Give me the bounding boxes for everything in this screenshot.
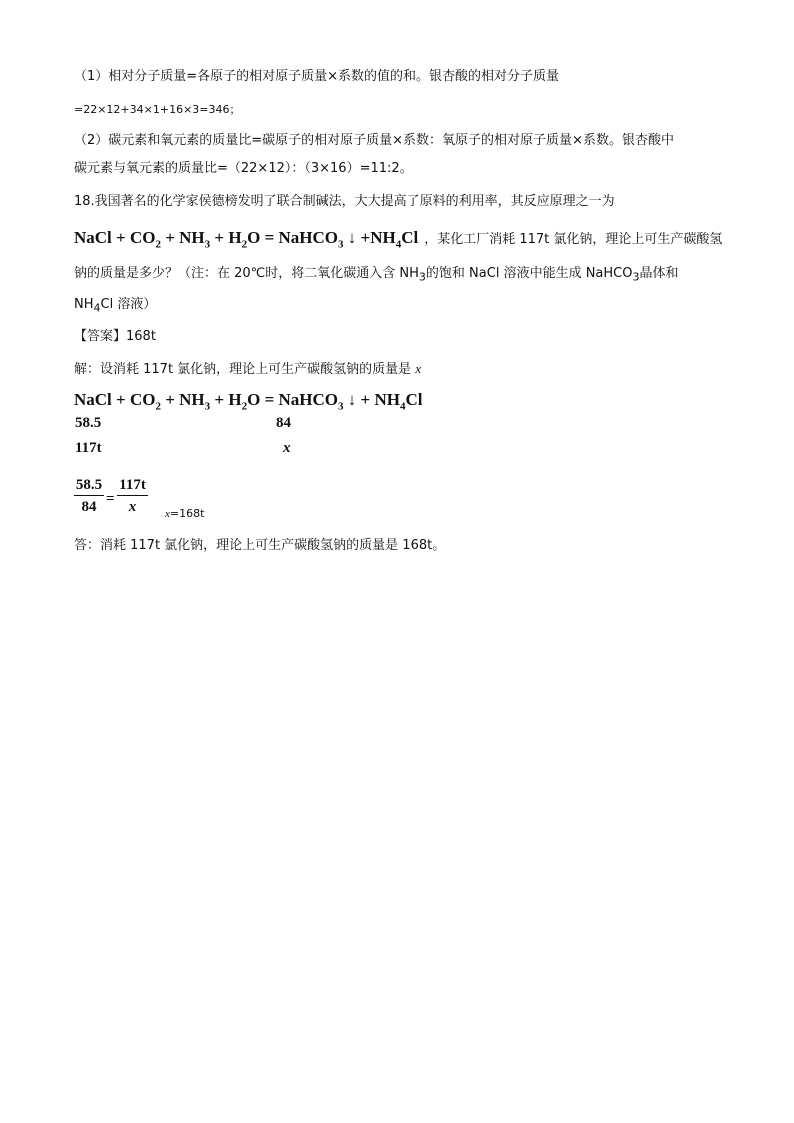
- question-line1: 18.我国著名的化学家侯德榜发明了联合制碱法，大大提高了原料的利用率，其反应原理之一为: [74, 194, 615, 209]
- para2-line1: （2）碳元素和氧元素的质量比=碳原子的相对原子质量×系数：氧原子的相对原子质量×系数。银杏酸中: [74, 133, 674, 148]
- question-line2: ，某化工厂消耗 117t 氯化钠，理论上可生产碳酸氢: [424, 232, 723, 247]
- conclusion: 答：消耗 117t 氯化钠，理论上可生产碳酸氢钠的质量是 168t。: [74, 538, 446, 553]
- para2-line2: 碳元素与氧元素的质量比=（22×12）：（3×16）=11:2。: [74, 161, 413, 176]
- solution-equation: NaCl + $CO_2 + NH_3 + H_2O$ = NaHCO$_3$ ↓ + $NH_4Cl$: [74, 390, 423, 413]
- proportion-fraction-right: $\frac{117t}{x}$: [117, 477, 148, 515]
- question-line4: $NH_4Cl$ 溶液）: [74, 297, 157, 315]
- question-line3: 钠的质量是多少？（注：在 20℃时，将二氧化碳通入含 $NH_3$的饱和 NaCl 溶液中能生成 NaHCO$_3$晶体和: [74, 266, 679, 284]
- given-mass: 117t: [75, 440, 102, 456]
- unknown-mass: x: [283, 440, 291, 456]
- equals-sign: =: [106, 491, 115, 507]
- mass-nahco3: 84: [276, 415, 291, 431]
- result: x=168t: [165, 507, 205, 520]
- para1-line2: =22×12+34×1+16×3=346；: [74, 103, 241, 116]
- reaction-equation-line: [74, 229, 722, 249]
- mass-nacl: 58.5: [75, 415, 102, 431]
- para1-line1: （1）相对分子质量=各原子的相对原子质量×系数的值的和。银杏酸的相对分子质量: [74, 69, 560, 84]
- reaction-equation: NaCl + $CO_2 + NH_3 + H_2O$ = NaHCO$_3$ ↓ $+NH_4Cl$: [74, 228, 419, 251]
- answer-label: 【答案】168t: [74, 329, 156, 344]
- proportion-fraction-left: $\frac{58.5}{84}$: [75, 477, 103, 515]
- solution-line: 解：设消耗 117t 氯化钠，理论上可生产碳酸氢钠的质量是 x: [74, 361, 422, 377]
